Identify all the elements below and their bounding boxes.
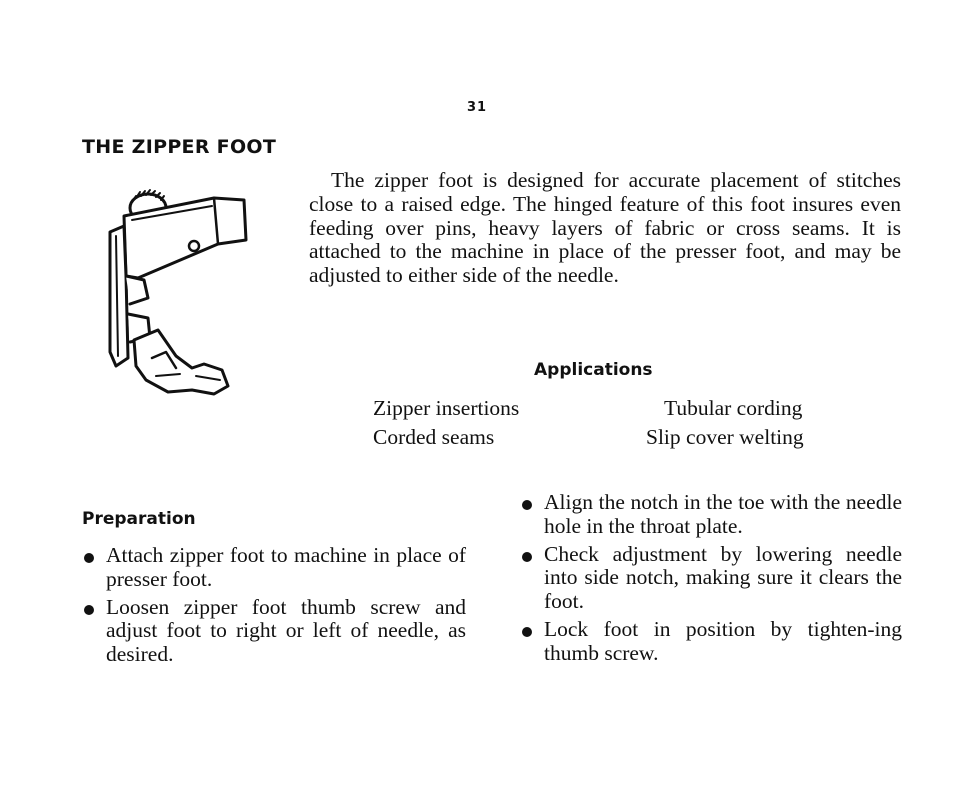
list-item: [82, 544, 466, 592]
bullet-icon: [84, 553, 94, 563]
list-item: [520, 543, 902, 614]
zipper-foot-illustration: [96, 180, 256, 405]
step-text: Align the notch in the toe with the needle hole in the throat plate.: [544, 490, 902, 538]
list-item: [520, 618, 902, 666]
list-item: [520, 491, 902, 539]
bullet-icon: [522, 500, 532, 510]
step-text: Lock foot in position by tighten-ing thumb screw.: [544, 616, 902, 665]
section-title: THE ZIPPER FOOT: [82, 136, 277, 158]
step-text: Check adjustment by lowering needle into side notch, making sure it clears the foot.: [544, 541, 902, 614]
bullet-icon: [522, 627, 532, 637]
applications-heading: Applications: [534, 360, 653, 380]
intro-paragraph: The zipper foot is designed for accurate placement of stitches close to a raised edge. The hinged feature of this foot insures even feeding over pins, heavy layers of fabric or cross seams. It is attached to the machine in place of the presser foot, and may be adjusted to either side of the needle.: [309, 168, 901, 288]
step-text: Loosen zipper foot thumb screw and adjust foot to right or left of needle, as desired.: [106, 594, 466, 667]
list-item: [82, 596, 466, 667]
bullet-icon: [84, 605, 94, 615]
application-item: Corded seams: [373, 425, 495, 449]
application-item: Slip cover welting: [646, 425, 804, 449]
preparation-heading: Preparation: [82, 509, 196, 529]
preparation-list-right: [520, 491, 902, 670]
page-number: 31: [466, 100, 488, 115]
application-item: Zipper insertions: [373, 396, 520, 420]
bullet-icon: [522, 552, 532, 562]
application-item: Tubular cording: [664, 396, 803, 420]
preparation-list-left: [82, 544, 466, 671]
step-text: Attach zipper foot to machine in place of presser foot.: [106, 543, 466, 591]
